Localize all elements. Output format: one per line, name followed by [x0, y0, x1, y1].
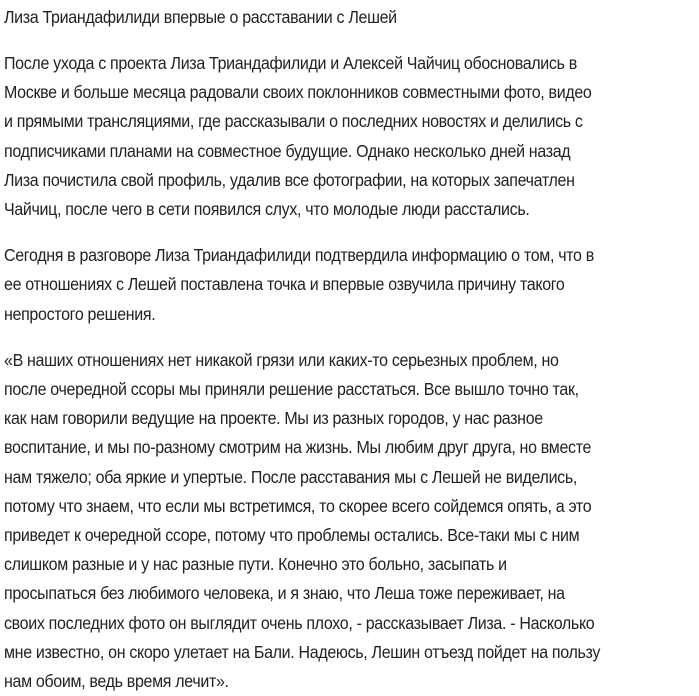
article [0, 3, 699, 696]
text-line: подписчиками планами на совместное будущие. Однако несколько дней назад [4, 140, 571, 161]
text-line: непростого решения. [4, 303, 156, 324]
text-line: нам тяжело; оба яркие и упертые. После расставания мы с Лешей не виделись, [4, 466, 578, 487]
text-line: после очередной ссоры мы приняли решение расстаться. Все вышло точно так, [4, 379, 579, 400]
text-line: приведет к очередной ссоре, потому что проблемы остались. Все-таки мы с ним [4, 525, 580, 546]
text-line: как нам говорили ведущие на проекте. Мы из разных городов, у нас разное [4, 408, 543, 429]
text-line: ее отношениях с Лешей поставлена точка и впервые озвучила причину такого [4, 274, 565, 295]
text-line: Москве и больше месяца радовали своих поклонников совместными фото, видео [4, 82, 592, 103]
article-title: Лиза Триандафилиди впервые о расставании с Лешей [4, 7, 397, 27]
paragraph-quote [4, 346, 693, 696]
text-line: После ухода с проекта Лиза Триандафилиди и Алексей Чайчиц обосновались в [4, 53, 577, 73]
paragraph-confirmation [4, 241, 693, 329]
text-line: Сегодня в разговоре Лиза Триандафилиди подтвердила информацию о том, что в [4, 245, 594, 266]
text-line: Чайчиц, после чего в сети появился слух, что молодые люди расстались. [4, 199, 530, 220]
text-line: и прямыми трансляциями, где рассказывали о последних новостях и делились с [4, 111, 583, 132]
text-line: просыпаться без любимого человека, и я знаю, что Леша тоже переживает, на [4, 583, 565, 604]
paragraph-intro [4, 49, 693, 224]
text-line: потому что знаем, что если мы встретимся, то скорее всего сойдемся опять, а это [4, 495, 592, 516]
text-line: нам обоим, ведь время лечит». [4, 671, 229, 692]
text-line: мне известно, он скоро улетает на Бали. Надеюсь, Лешин отъезд пойдет на пользу [4, 641, 601, 662]
text-line: своих последних фото он выглядит очень плохо, - рассказывает Лиза. - Насколько [4, 612, 595, 633]
text-line: Лиза почистила свой профиль, удалив все фотографии, на которых запечатлен [4, 169, 575, 190]
text-line: воспитание, и мы по-разному смотрим на жизнь. Мы любим друг друга, но вместе [4, 437, 592, 458]
text-line: «В наших отношениях нет никакой грязи или каких-то серьезных проблем, но [4, 349, 559, 370]
text-line: слишком разные и у нас разные пути. Конечно это больно, засыпать и [4, 554, 507, 575]
